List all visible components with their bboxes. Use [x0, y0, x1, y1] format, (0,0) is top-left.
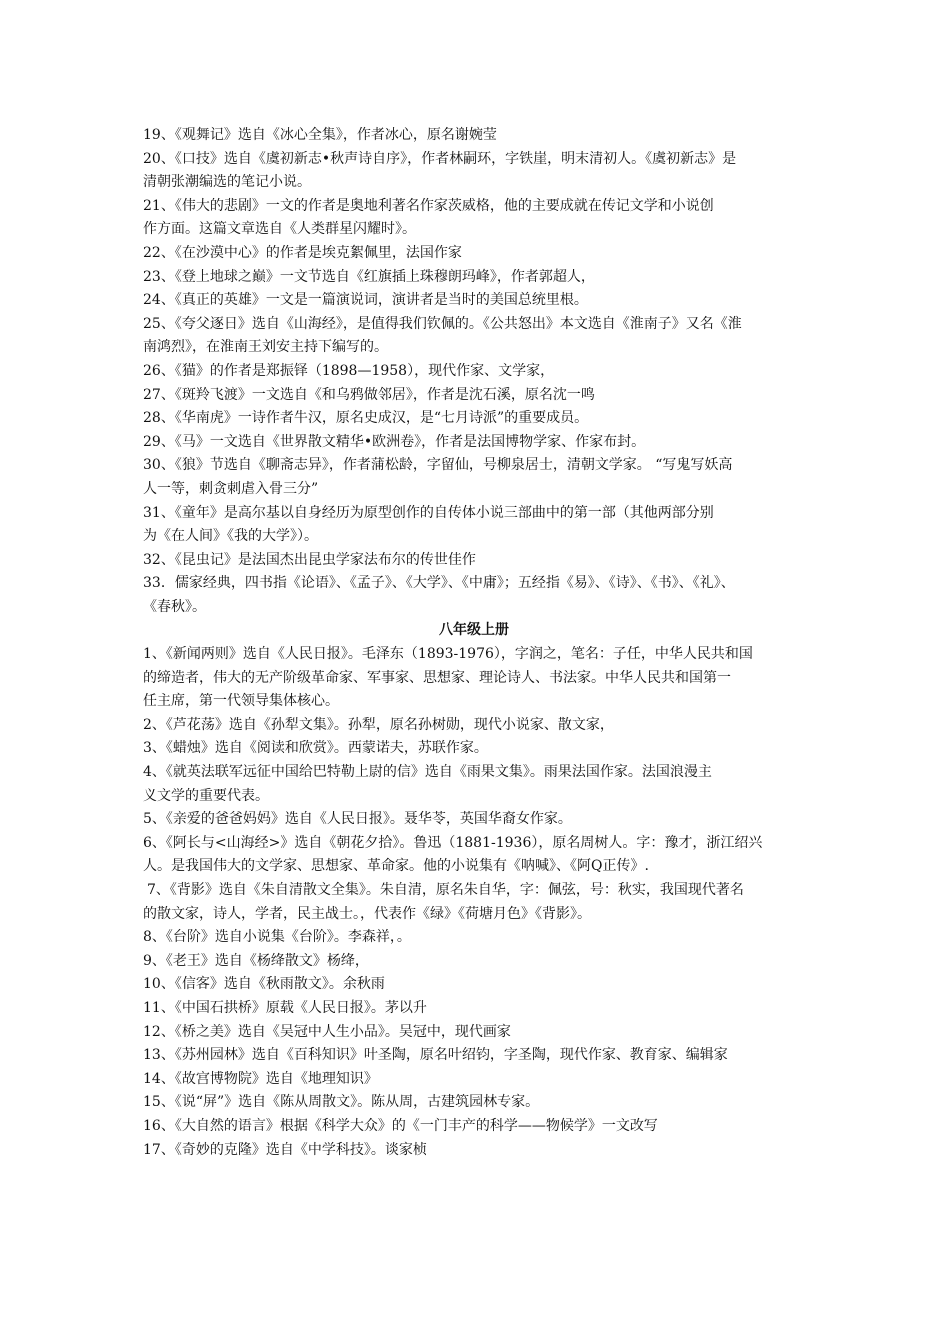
- text-line: 任主席，第一代领导集体核心。: [143, 693, 339, 710]
- text-line: 25、《夸父逐日》选自《山海经》，是值得我们钦佩的。《公共怒出》本文选自《淮南子》又名《淮: [143, 315, 742, 332]
- text-line: 14、《故宫博物院》选自《地理知识》: [143, 1070, 378, 1087]
- text-line: 32、《昆虫记》是法国杰出昆虫学家法布尔的传世佳作: [143, 551, 476, 568]
- text-line: 9、《老王》选自《杨绛散文》杨绛，: [143, 952, 369, 969]
- text-line: 的散文家，诗人，学者，民主战士。，代表作《绿》《荷塘月色》《背影》。: [143, 905, 591, 922]
- text-line: 义文学的重要代表。: [143, 787, 269, 804]
- text-line: 29、《马》一文选自《世界散文精华•欧洲卷》，作者是法国博物学家、作家布封。: [143, 433, 646, 450]
- section-heading-grade8: 八年级上册: [439, 622, 509, 639]
- text-line: 22、《在沙漠中心》的作者是埃克絮佩里，法国作家: [143, 244, 462, 261]
- document-body: [143, 124, 813, 1162]
- text-line: 19、《观舞记》选自《冰心全集》，作者冰心，原名谢婉莹: [143, 127, 497, 143]
- text-line: 12、《桥之美》选自《吴冠中人生小品》。吴冠中，现代画家: [143, 1023, 511, 1040]
- text-line: 的缔造者，伟大的无产阶级革命家、军事家、思想家、理论诗人、书法家。中华人民共和国第一: [143, 669, 731, 686]
- text-line: 24、《真正的英雄》一文是一篇演说词，演讲者是当时的美国总统里根。: [143, 292, 588, 309]
- text-line: 33．儒家经典，四书指《论语》、《孟子》、《大学》、《中庸》；五经指《易》、《诗》、《书》、《礼》、: [143, 575, 735, 592]
- text-line: 27、《斑羚飞渡》一文选自《和乌鸦做邻居》，作者是沈石溪，原名沈一鸣: [143, 386, 595, 403]
- text-line: 5、《亲爱的爸爸妈妈》选自《人民日报》。聂华苓，英国华裔女作家。: [143, 811, 572, 828]
- text-line: 为《在人间》《我的大学》）。: [143, 528, 318, 545]
- text-line: 清朝张潮编选的笔记小说。: [143, 174, 311, 191]
- text-line: 16、《大自然的语言》根据《科学大众》的《一门丰产的科学——物候学》一文改写: [143, 1117, 658, 1134]
- text-line: 8、《台阶》选自小说集《台阶》。李森祥，。: [143, 929, 411, 946]
- text-line: 31、《童年》是高尔基以自身经历为原型创作的自传体小说三部曲中的第一部（其他两部分别: [143, 504, 714, 521]
- text-line: 4、《就英法联军远征中国给巴特勒上尉的信》选自《雨果文集》。雨果法国作家。法国浪漫主: [143, 764, 712, 781]
- text-line: 30、《狼》节选自《聊斋志异》，作者蒲松龄，字留仙，号柳泉居士，清朝文学家。 “写鬼写妖高: [143, 457, 733, 474]
- text-line: 15、《说“屏”》选自《陈从周散文》。陈从周，古建筑园林专家。: [143, 1094, 540, 1111]
- text-line: 人。是我国伟大的文学家、思想家、革命家。他的小说集有《呐喊》、《阿Q正传》.: [143, 858, 649, 875]
- grade8-list: [143, 643, 813, 1162]
- text-line: 《春秋》。: [143, 598, 206, 615]
- text-line: 20、《口技》选自《虞初新志•秋声诗自序》，作者林嗣环，字铁崖，明末清初人。《虞初新志》是: [143, 150, 737, 167]
- text-line: 28、《华南虎》一诗作者牛汉，原名史成汉，是“七月诗派”的重要成员。: [143, 410, 589, 427]
- text-line: 11、《中国石拱桥》原载《人民日报》。茅以升: [143, 999, 427, 1016]
- text-line: 17、《奇妙的克隆》选自《中学科技》。谈家桢: [143, 1141, 427, 1158]
- text-line: 7、《背影》选自《朱自清散文全集》。朱自清，原名朱自华，字：佩弦，号：秋实，我国现代著名: [147, 882, 744, 898]
- text-line: 23、《登上地球之巅》一文节选自《红旗插上珠穆朗玛峰》，作者郭超人，: [143, 268, 595, 285]
- text-line: 26、《猫》的作者是郑振铎（1898—1958），现代作家、文学家，: [143, 362, 555, 379]
- text-line: 6、《阿长与<山海经>》选自《朝花夕拾》。鲁迅（1881-1936），原名周树人。字：豫才，浙江绍兴: [143, 834, 763, 851]
- text-line: 13、《苏州园林》选自《百科知识》叶圣陶，原名叶绍钧，字圣陶，现代作家、教育家、编辑家: [143, 1047, 728, 1064]
- text-line: 南鸿烈》，在淮南王刘安主持下编写的。: [143, 339, 388, 356]
- text-line: 作方面。这篇文章选自《人类群星闪耀时》。: [143, 221, 416, 238]
- text-line: 人一等，刺贪刺虐入骨三分”: [143, 480, 319, 497]
- text-line: 21、《伟大的悲剧》一文的作者是奥地利著名作家茨威格，他的主要成就在传记文学和小说创: [143, 197, 714, 214]
- grade7-list: [143, 124, 813, 619]
- text-line: 3、《蜡烛》选自《阅读和欣赏》。西蒙诺夫，苏联作家。: [143, 740, 488, 757]
- text-line: 1、《新闻两则》选自《人民日报》。毛泽东（1893-1976），字润之，笔名：子任，中华人民共和国: [143, 646, 753, 663]
- text-line: 2、《芦花荡》选自《孙犁文集》。孙犁，原名孙树勋，现代小说家、散文家，: [143, 716, 614, 733]
- text-line: 10、《信客》选自《秋雨散文》。余秋雨: [143, 976, 385, 993]
